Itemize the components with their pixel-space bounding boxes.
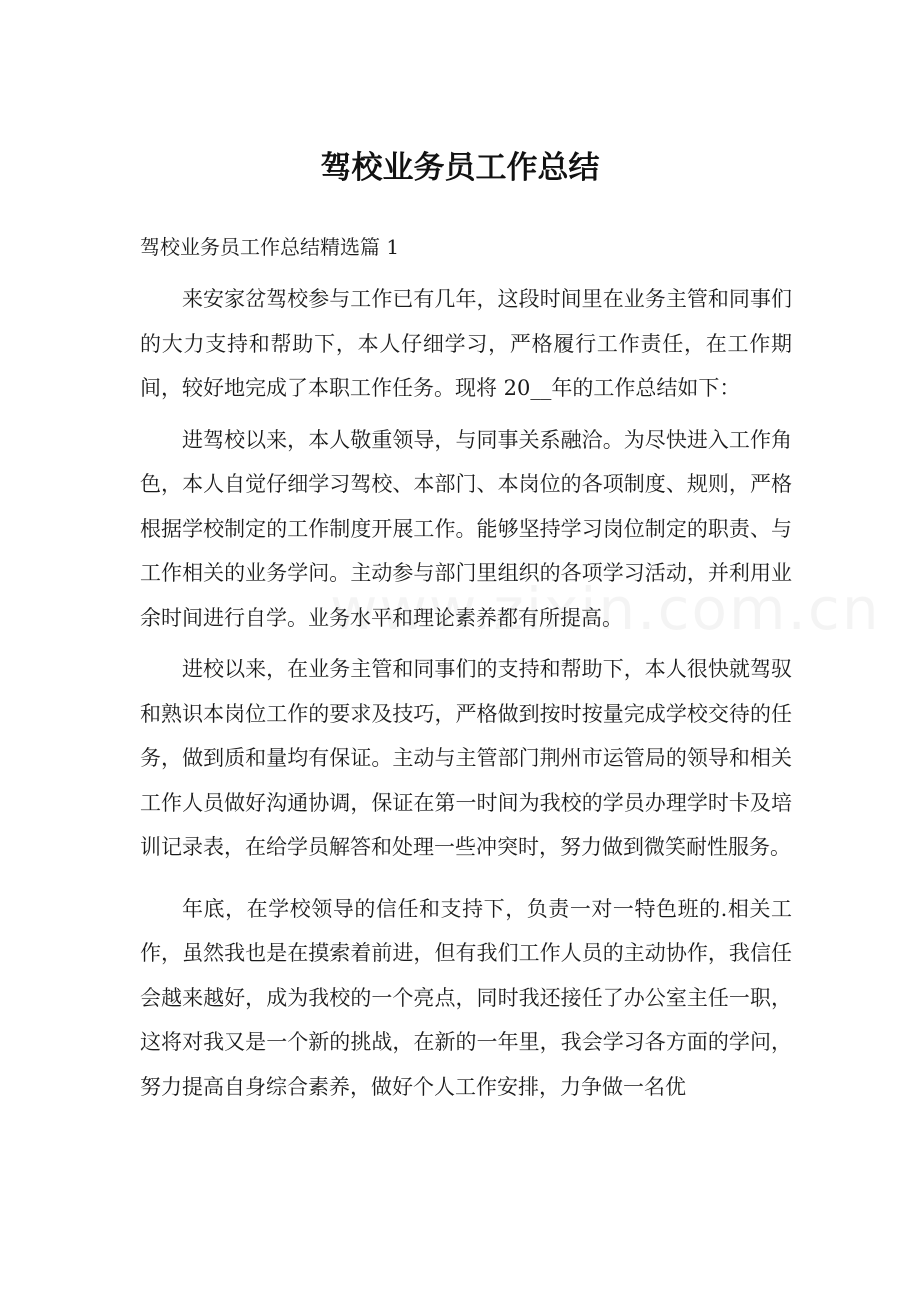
- paragraph-4: 年底，在学校领导的信任和支持下，负责一对一特色班的.相关工作，虽然我也是在摸索着前进，但有我们工作人员的主动协作，我信任会越来越好，成为我校的一个亮点，同时我还接任了办公室主任一职，这将对我又是一个新的挑战，在新的一年里，我会学习各方面的学问，努力提高自身综合素养，做好个人工作安排，力争做一名优: [140, 896, 792, 1099]
- document-subtitle: 驾校业务员工作总结精选篇 1: [140, 235, 400, 259]
- document-title: 驾校业务员工作总结: [320, 150, 600, 186]
- paragraph-3: 进校以来，在业务主管和同事们的支持和帮助下，本人很快就驾驭和熟识本岗位工作的要求及技巧，严格做到按时按量完成学校交待的任务，做到质和量均有保证。主动与主管部门荆州市运管局的领导和相关工作人员做好沟通协调，保证在第一时间为我校的学员办理学时卡及培训记录表，在给学员解答和处理一些冲突时，努力做到微笑耐性服务。: [140, 657, 792, 859]
- paragraph-2: 进驾校以来，本人敬重领导，与同事关系融洽。为尽快进入工作角色，本人自觉仔细学习驾校、本部门、本岗位的各项制度、规则，严格根据学校制定的工作制度开展工作。能够坚持学习岗位制定的职责、与工作相关的业务学问。主动参与部门里组织的各项学习活动，并利用业余时间进行自学。业务水平和理论素养都有所提高。: [140, 427, 792, 630]
- paragraph-1: 来安家岔驾校参与工作已有几年，这段时间里在业务主管和同事们的大力支持和帮助下，本人仔细学习，严格履行工作责任，在工作期间，较好地完成了本职工作任务。现将 20__年的工作总结如下：: [140, 287, 792, 400]
- document-body: [140, 277, 792, 1109]
